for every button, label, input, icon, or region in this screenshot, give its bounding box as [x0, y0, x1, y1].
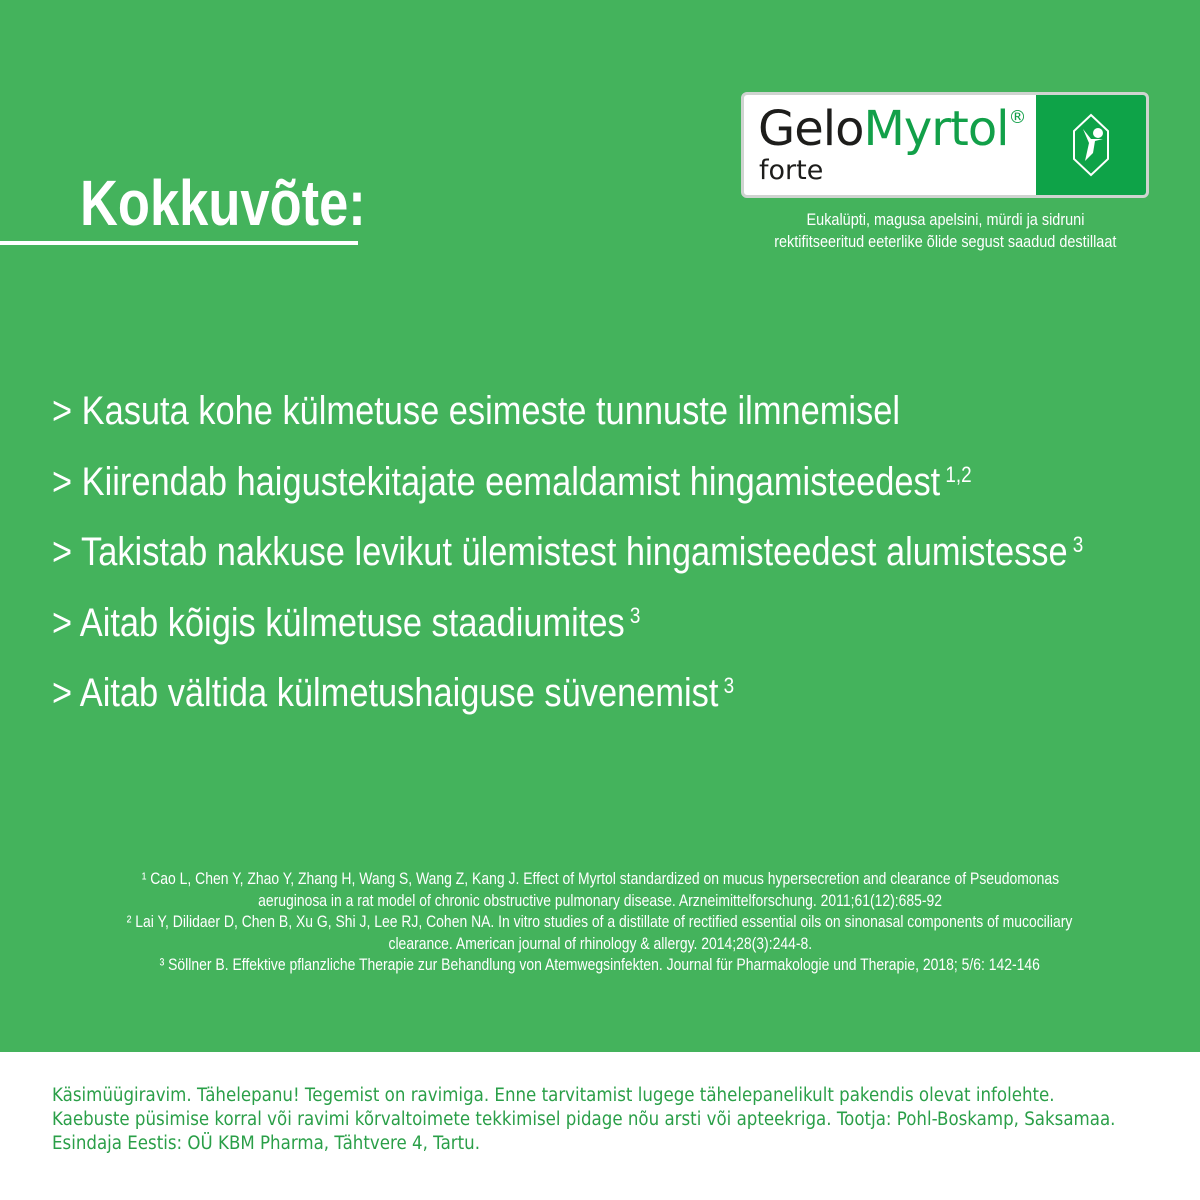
benefit-item: > Aitab kõigis külmetuse staadiumites $^3$	[52, 601, 641, 645]
logo-figure-icon	[1036, 95, 1146, 195]
logo-wordmark: GeloMyrtol®	[758, 101, 1026, 157]
benefit-item: > Takistab nakkuse levikut ülemistest hingamisteedest alumistesse $^3$	[52, 530, 1084, 574]
references: ¹ Cao L, Chen Y, Zhao Y, Zhang H, Wang S, Wang Z, Kang J. Effect of Myrtol standardized on mucus hypersecretion and clearance of Pseudomonas aeruginosa in a rat model of chronic obstructive pulmonary disease. Arzneimittelforschung. 2011;61(12):685-92 ² Lai Y, Dilidaer D, Chen B, Xu G, Shi J, Lee RJ, Cohen NA. In vitro studies of a distillate of rectified essential oils on sinonasal components of mucociliary clearance. American journal of rhinology & allergy. 2014;28(3):244-8. ³ Söllner B. Effektive pflanzliche Therapie zur Behandlung von Atemwegsinfekten. Journal für Pharmakologie und Therapie, 2018; 5/6: 142-146	[127, 869, 1073, 974]
benefit-item: > Aitab vältida külmetushaiguse süvenemist $^3$	[52, 671, 735, 715]
benefit-item: > Kiirendab haigustekitajate eemaldamist hingamisteedest $^{1,2}$	[52, 460, 972, 504]
benefit-item: > Kasuta kohe külmetuse esimeste tunnuste ilmnemisel	[52, 389, 901, 433]
brand-logo	[741, 92, 1149, 198]
product-tagline: Eukalüpti, magusa apelsini, mürdi ja sidruni rektifitseeritud eeterlike õlide segust saadud destillaat	[773, 210, 1117, 251]
page-title: Kokkuvõte:	[80, 167, 366, 239]
disclaimer-panel: Käsimüügiravim. Tähelepanu! Tegemist on ravimiga. Enne tarvitamist lugege tähelepanelikult pakendis olevat infolehte. Kaebuste püsimise korral või ravimi kõrvaltoimete tekkimisel pidage nõu arsti või apteekriga. Tootja: Pohl-Boskamp, Saksamaa. Esindaja Eestis: OÜ KBM Pharma, Tähtvere 4, Tartu.	[0, 1052, 1200, 1200]
logo-forte: forte	[759, 155, 824, 186]
title-underline	[0, 241, 358, 245]
